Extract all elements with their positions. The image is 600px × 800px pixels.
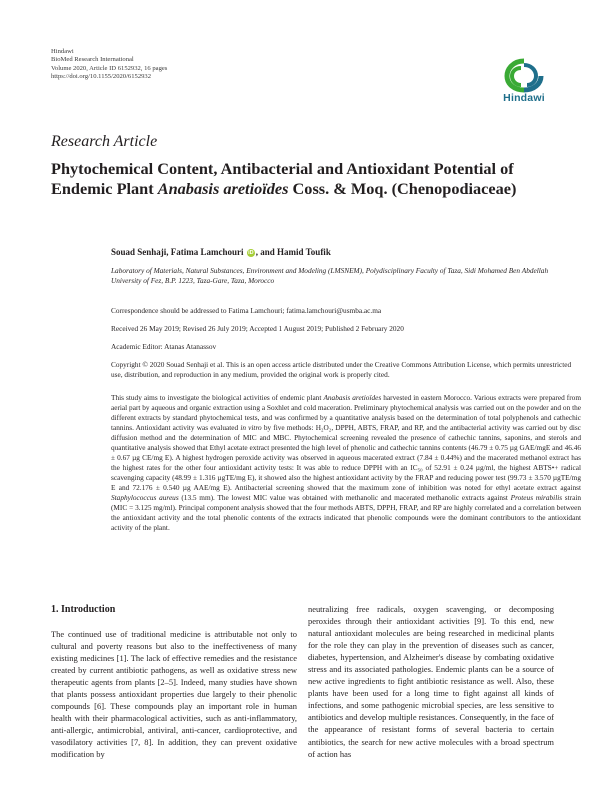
intro-column-left [51, 628, 297, 761]
academic-editor: Academic Editor: Atanas Atanassov [111, 342, 217, 351]
title-part1: Phytochemical Content, Antibacterial and Antioxidant Potential of Endemic Plant [51, 159, 514, 198]
correspondence: Correspondence should be addressed to Fatima Lamchouri; fatima.lamchouri@usmba.ac.ma [111, 306, 382, 315]
affiliation: Laboratory of Materials, Natural Substances, Environment and Modeling (LMSNEM), Polydisciplinary Faculty of Taza, Sidi Mohamed Ben Abdellah University of Fez, B.P. 1223, Taza-Gare, Taza, Morocco [111, 266, 549, 285]
title-part2: Coss. & Moq. (Chenopodiaceae) [288, 178, 517, 198]
abstract-bacteria: Staphylococcus aureus [111, 493, 179, 502]
volume-info: Volume 2020, Article ID 6152932, 16 pages [51, 64, 168, 72]
title-species: Anabasis aretioïdes [157, 178, 289, 198]
abstract-bacteria: Proteus mirabilis [510, 493, 563, 502]
abstract-text: strain (MIC = 3.125 mg/ml). Principal component analysis showed that the four methods ABTS, DPPH, FRAP, and RP are highly correlated and a correlation between the antioxidant activity and the total phenolic contents of the extracts indicated that phenolic compounds were the dominant contributors to the antioxidant activity of the plant. [111, 493, 581, 532]
abstract [111, 393, 581, 533]
abstract-species: Anabasis aretioïdes [323, 393, 382, 402]
abstract-text: harvested in eastern Morocco. Various extracts were prepared from aerial part by aqueous and organic extraction using a Soxhlet and cold maceration. Preliminary phytochemical analysis was carried out on the powder and on the different extracts by standard phytochemical tests, and was confirmed by a quantitative analysis based on the determination of total polyphenols and cathechic tannins. Antioxidant activity was evaluated [111, 393, 581, 432]
author-list [111, 247, 331, 257]
abstract-text: (13.5 mm). The lowest MIC value was obtained with methanolic and macerated methanolic extracts against [178, 493, 511, 502]
paragraph: neutralizing free radicals, oxygen scavenging, or decomposing peroxides through their antioxidant activities [9]. To this end, new natural antioxidant molecules are being researched in medicinal plants for the role they can play in the prevention of diseases such as cancer, diabetes, hypertension, and Alzheimer's disease by combating oxidative stress and its associated pathologies. Endemic plants can be a source of new active ingredients to fight antibiotic resistance as well. Also, these plants have been used for a long time to fight against all kinds of infections, and some pathogenic microbial species, are less sensitive to antibiotics and develop multiple resistances. Consequently, in the face of the appearance of resistant forms of several bacteria to certain antibiotics, the search for new active molecules with a broad spectrum of action has [308, 604, 554, 759]
journal-meta [51, 48, 167, 82]
paragraph: The continued use of traditional medicine is attributable not only to cultural and poverty reasons but also to the ineffectiveness of many existing medicines [1]. The lack of effective remedies and the resistance created by current antibiotic pathogens, as well as oxidative stress new therapeutic agents from plants [2–5]. Indeed, many studies have shown that plants possess antioxidant properties due largely to their phenolic compounds [6]. These compounds play an important role in human health with their pharmacological activities, such as anti-inflammatory, anti-allergic, antimicrobial, antiviral, anti-cancer, cardioprotective, and vasodilatory activities [7, 8]. In addition, they can prevent oxidative modification by [51, 629, 297, 760]
publisher-name: Hindawi [51, 48, 74, 55]
logo-text: Hindawi [503, 92, 545, 104]
abstract-in-vitro: in vitro [240, 423, 262, 432]
article-type: Research Article [51, 133, 158, 150]
copyright-notice: Copyright © 2020 Souad Senhaji et al. This is an open access article distributed under the Creative Commons Attribution License, which permits unrestricted use, distribution, and reproduction in any medium, provided the original work is properly cited. [111, 360, 572, 379]
intro-column-right [308, 603, 554, 760]
doi-link[interactable]: https://doi.org/10.1155/2020/6152932 [51, 73, 152, 81]
abstract-text: This study aims to investigate the biological activities of endemic plant [111, 393, 324, 402]
abstract-text: by five methods: H₂O₂, DPPH, ABTS, FRAP, and RP, and the antibacterial activity was carried out by disc diffusion method and the determination of MIC and MBC. Phytochemical screening revealed the presence of cathechic tannins, saponins, and sterols and quantitative analysis showed that Ethyl acetate extract presented the high level of phenolic and cathechic tannins contents (46.79 ± 0.75 µg GAE/mgE and 46.46 ± 0.67 µg CE/mg E). A highest hydrogen peroxide activity was observed in aqueous macerated extract (7.84 ± 0.44%) and the macerated methanol extract has the highest rates for the other four antioxidant activity tests: It was able to reduce DPPH with an IC₅₀ of 52.91 ± 0.24 µg/ml, the highest ABTS•+ radical scavenging capacity (48.99 ± 1.316 µgTE/mg E), it showed also the highest antioxidant activity by the FRAP and reducing power test (99.73 ± 3.570 µgTE/mg E and 72.176 ± 0.540 µg AAE/mg E). Antibacterial screening showed that the maximum zone of inhibition was noted for ethyl acetate extract against [111, 423, 581, 492]
article-title [51, 159, 571, 198]
authors-part1[interactable]: Souad Senhaji, Fatima Lamchouri [111, 247, 244, 257]
journal-name: BioMed Research International [51, 56, 134, 64]
publication-dates: Received 26 May 2019; Revised 26 July 2019; Accepted 1 August 2019; Published 2 February 2020 [111, 324, 404, 333]
section-heading: 1. Introduction [51, 604, 116, 615]
orcid-icon[interactable]: iD [248, 250, 254, 256]
authors-part2[interactable]: , and Hamid Toufik [255, 247, 331, 257]
